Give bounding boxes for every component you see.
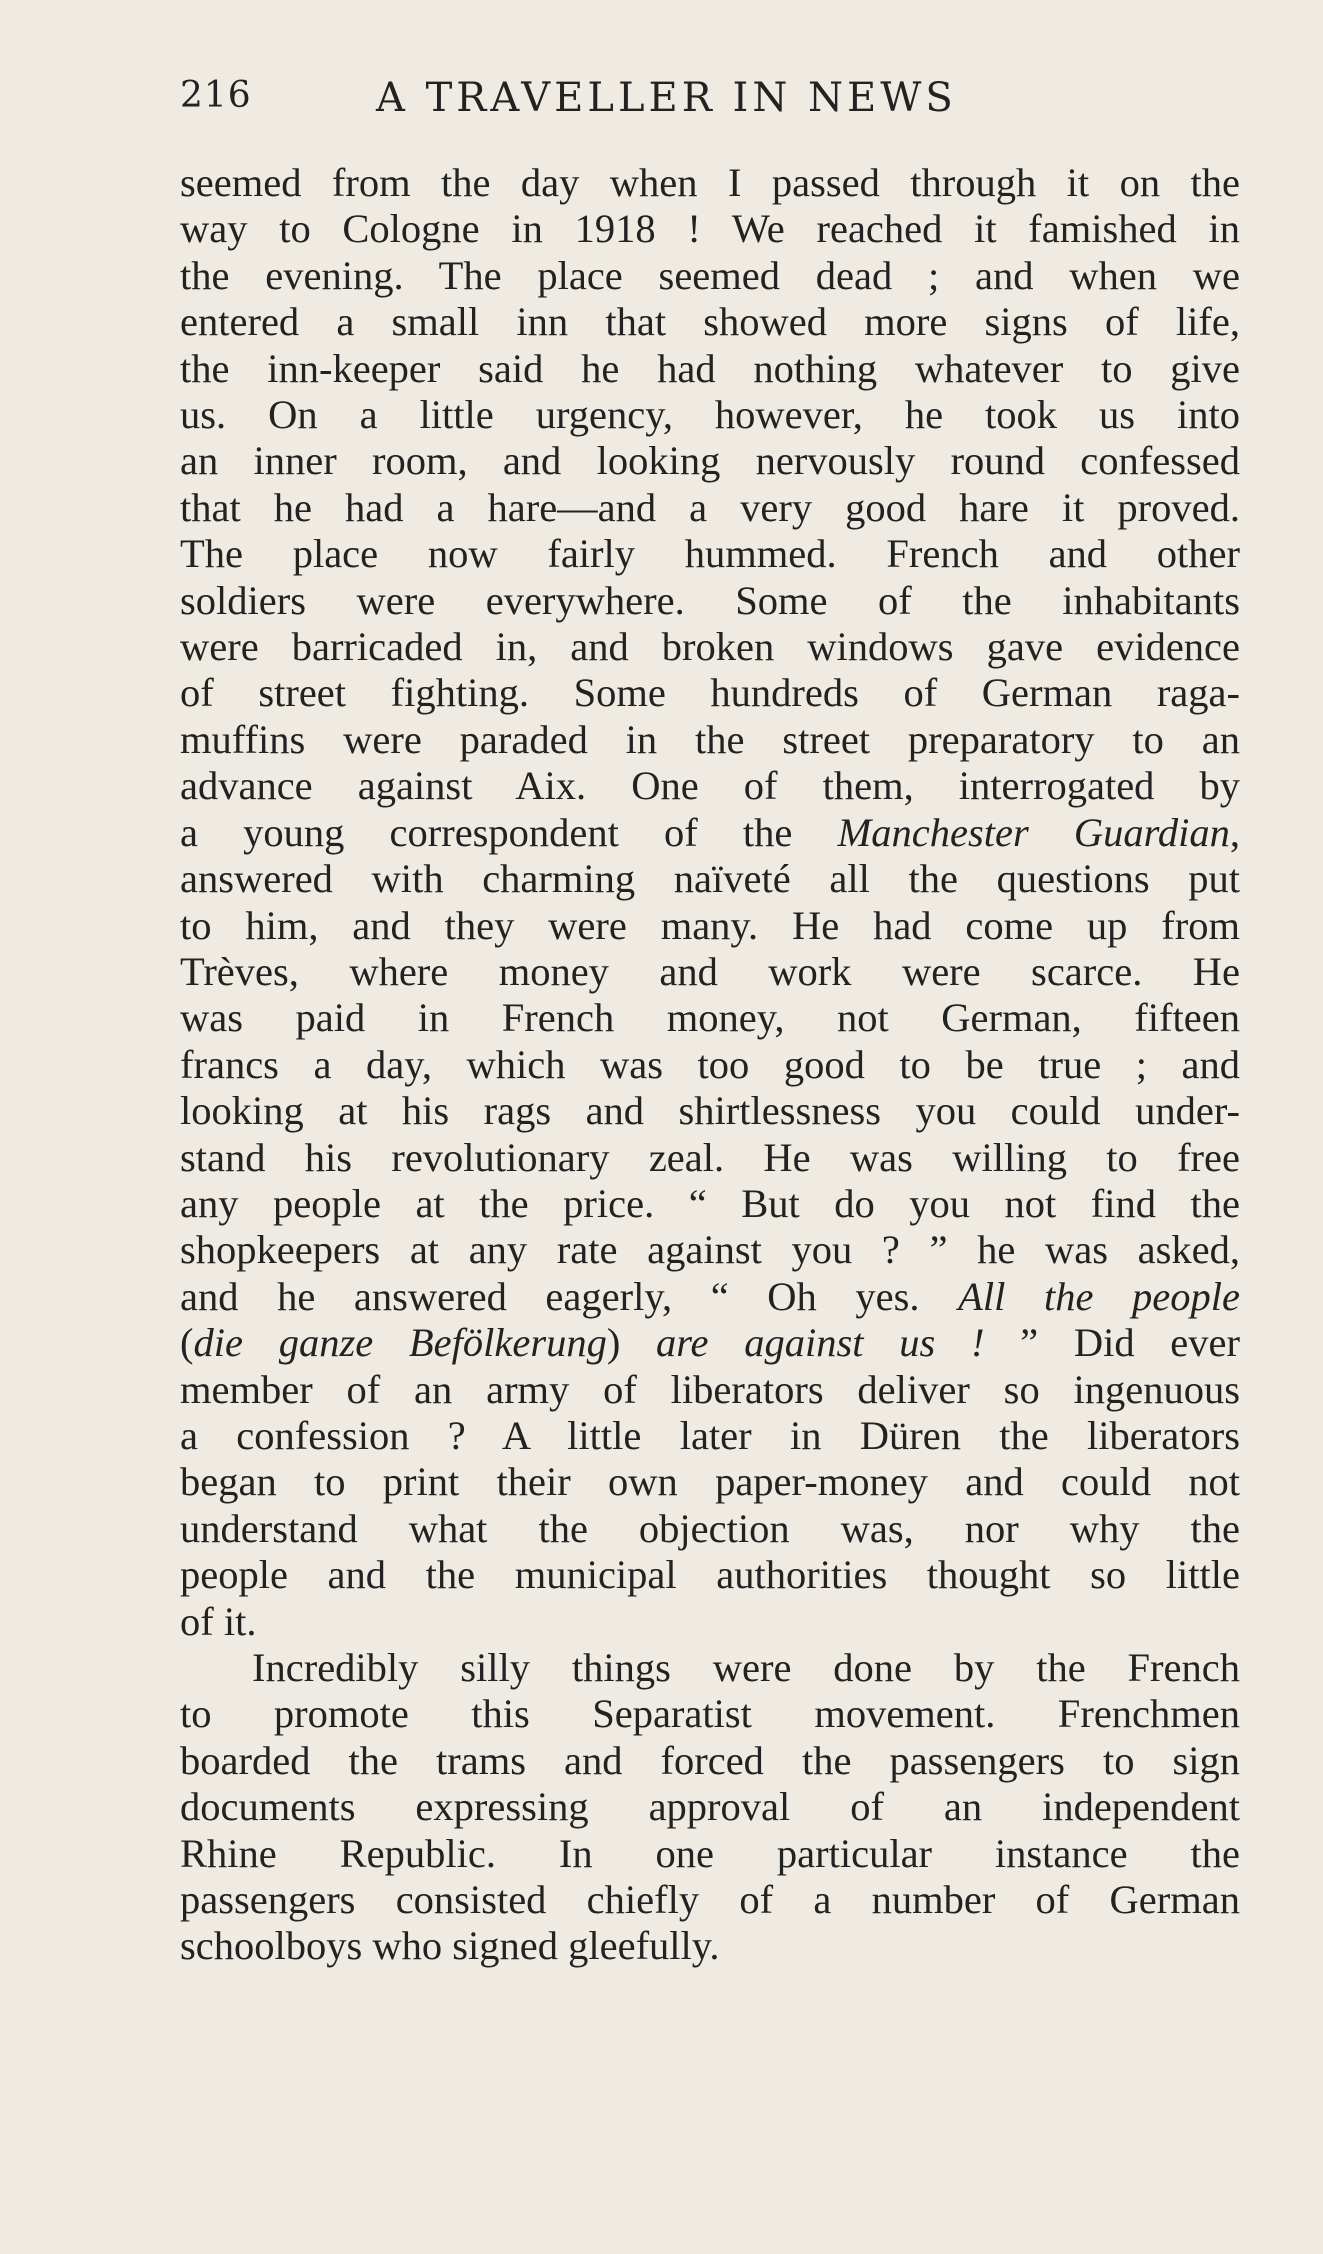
text-line: Rhine Republic. In one particular instance the xyxy=(180,1830,1240,1876)
text-line: looking at his rags and shirtlessness you could under- xyxy=(180,1088,1240,1134)
body-text xyxy=(180,160,1240,1970)
text-line-with-italic xyxy=(180,1274,1240,1320)
text-line: understand what the objection was, nor why the xyxy=(180,1505,1240,1551)
running-head: A TRAVELLER IN NEWS xyxy=(376,75,957,121)
text-line: was paid in French money, not German, fifteen xyxy=(180,995,1240,1041)
text-line: schoolboys who signed gleefully. xyxy=(180,1923,720,1969)
text-line: member of an army of liberators deliver so ingenuous xyxy=(180,1366,1240,1412)
text-line: boarded the trams and forced the passengers to sign xyxy=(180,1737,1240,1783)
page-number: 216 xyxy=(180,75,252,116)
text-segment: ) xyxy=(606,1320,621,1366)
text-line: of it. xyxy=(180,1598,257,1644)
text-line: that he had a hare—and a very good hare it proved. xyxy=(180,484,1240,530)
text-line: muffins were paraded in the street preparatory to an xyxy=(180,716,1240,762)
text-line: Trèves, where money and work were scarce. He xyxy=(180,948,1240,994)
text-line: soldiers were everywhere. Some of the inhabitants xyxy=(180,577,1240,623)
text-line: any people at the price. “ But do you not find the xyxy=(180,1180,1240,1226)
text-line-with-italic xyxy=(180,1320,1240,1366)
text-line: of street fighting. Some hundreds of German raga- xyxy=(180,670,1240,716)
text-line: The place now fairly hummed. French and other xyxy=(180,531,1240,577)
paragraph-2 xyxy=(180,1645,1240,1970)
page-header xyxy=(180,75,1240,135)
text-line: us. On a little urgency, however, he took us into xyxy=(180,392,1240,438)
text-segment: a young correspondent of the xyxy=(180,809,838,855)
text-segment: and he answered eagerly, “ Oh yes. xyxy=(180,1273,959,1319)
text-line: an inner room, and looking nervously round confessed xyxy=(180,438,1240,484)
text-line: to him, and they were many. He had come up from xyxy=(180,902,1240,948)
text-line: francs a day, which was too good to be true ; and xyxy=(180,1041,1240,1087)
text-line: answered with charming naïveté all the questions put xyxy=(180,856,1240,902)
text-line: documents expressing approval of an independent xyxy=(180,1784,1240,1830)
text-line: passengers consisted chiefly of a number of German xyxy=(180,1877,1240,1923)
text-segment: , xyxy=(1229,809,1241,855)
text-line: seemed from the day when I passed through it on the xyxy=(180,160,1240,205)
text-line: to promote this Separatist movement. Frenchmen xyxy=(180,1691,1240,1737)
text-line: stand his revolutionary zeal. He was willing to free xyxy=(180,1134,1240,1180)
german-phrase: die ganze Befölkerung xyxy=(193,1320,607,1366)
text-line: way to Cologne in 1918 ! We reached it famished in xyxy=(180,206,1240,252)
text-line: the inn-keeper said he had nothing whatever to give xyxy=(180,345,1240,391)
paragraph-1 xyxy=(180,160,1240,1645)
text-line: advance against Aix. One of them, interrogated by xyxy=(180,763,1240,809)
newspaper-title: Manchester Guardian xyxy=(837,809,1230,855)
text-line-with-italic xyxy=(180,810,1240,856)
text-line: Incredibly silly things were done by the French xyxy=(252,1645,1240,1690)
italic-quote: are against us ! xyxy=(620,1320,985,1366)
text-line: began to print their own paper-money and could not xyxy=(180,1459,1240,1505)
text-segment: ( xyxy=(180,1320,194,1366)
text-line: were barricaded in, and broken windows gave evidence xyxy=(180,624,1240,670)
text-line: entered a small inn that showed more signs of life, xyxy=(180,299,1240,345)
text-line: the evening. The place seemed dead ; and when we xyxy=(180,252,1240,298)
text-line: people and the municipal authorities thought so little xyxy=(180,1552,1240,1598)
text-segment: ” Did ever xyxy=(984,1320,1240,1366)
text-line: a confession ? A little later in Düren the liberators xyxy=(180,1412,1240,1458)
text-line: shopkeepers at any rate against you ? ” he was asked, xyxy=(180,1227,1240,1273)
italic-quote: All the people xyxy=(958,1273,1240,1319)
